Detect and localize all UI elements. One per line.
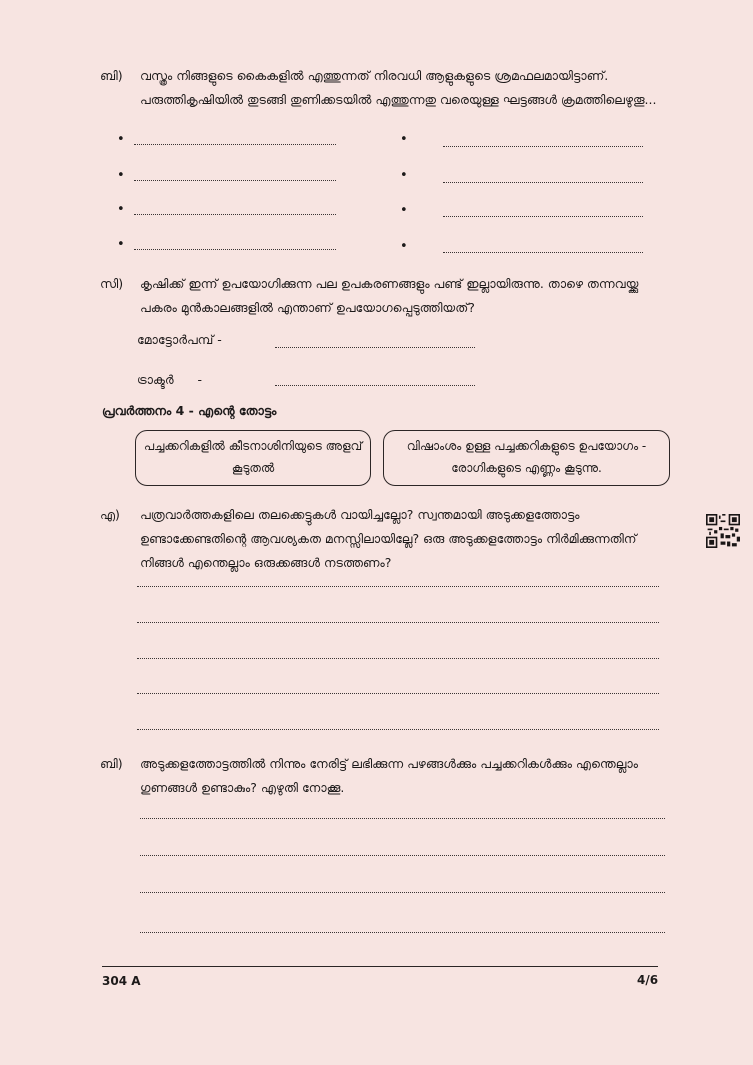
- bullet: •: [400, 239, 408, 254]
- question-a-kitchen-garden: [100, 503, 675, 577]
- bullet: •: [400, 203, 408, 218]
- question-text: പത്രവാർത്തകളിലെ തലക്കെട്ടുകൾ വായിച്ചല്ലോ? സ്വന്തമായി അടുക്കളത്തോട്ടം ഉണ്ടാക്കേണ്ടതിന്റെ ആവശ്യകത മനസ്സിലായില്ലേ? ഒരു അടുക്കളത്തോട്ടം നിർമിക്കുന്നതിന് നിങ്ങൾ എന്തെല്ലാം ഒരുക്കങ്ങൾ നടത്തണം?: [140, 507, 637, 570]
- question-label: സി): [100, 276, 124, 291]
- answer-line[interactable]: [140, 818, 665, 819]
- question-text: കൃഷിക്ക് ഇന്ന് ഉപയോഗിക്കുന്ന പല ഉപകരണങ്ങളും പണ്ട് ഇല്ലായിരുന്നു. താഴെ തന്നവയ്ക്കു പകരം മുൻകാലങ്ങളിൽ എന്താണ് ഉപയോഗപ്പെടുത്തിയത്?: [140, 276, 639, 315]
- bullet: •: [117, 168, 125, 183]
- question-text: വസ്ത്രം നിങ്ങളുടെ കൈകളിൽ എത്തുന്നത് നിരവധി ആളുകളുടെ ശ്രമഫലമായിട്ടാണ്. പരുത്തികൃഷിയിൽ തുടങ്ങി തുണിക്കടയിൽ എത്തുന്നതു വരെയുള്ള ഘട്ടങ്ങൾ ക്രമത്തിലെഴുതൂ...: [140, 68, 657, 107]
- answer-line[interactable]: [443, 146, 643, 147]
- page-number: 4/6: [637, 973, 659, 987]
- bullet: •: [400, 132, 408, 147]
- answer-line[interactable]: [275, 385, 475, 386]
- paper-code: 304 A: [102, 974, 141, 988]
- news-box-pesticide: പച്ചക്കറികളിൽ കീടനാശിനിയുടെ അളവ് കൂടുതൽ: [135, 430, 371, 486]
- answer-line[interactable]: [140, 932, 665, 933]
- fill-label-tractor: ട്രാക്ടർ -: [137, 372, 203, 387]
- question-label: ബി): [100, 756, 123, 771]
- answer-line[interactable]: [443, 252, 643, 253]
- answer-line[interactable]: [443, 216, 643, 217]
- bullet: •: [117, 237, 125, 252]
- question-b-benefits: [100, 752, 680, 802]
- answer-line[interactable]: [137, 622, 659, 623]
- qr-code-icon: [706, 514, 740, 548]
- answer-line[interactable]: [134, 214, 336, 215]
- answer-line[interactable]: [134, 144, 336, 145]
- footer-divider: [102, 966, 658, 967]
- answer-line[interactable]: [275, 347, 475, 348]
- question-text: അടുക്കളത്തോട്ടത്തിൽ നിന്നും നേരിട്ട് ലഭിക്കുന്ന പഴങ്ങൾക്കും പച്ചക്കറികൾക്കും എന്തെല്ലാം ഗുണങ്ങൾ ഉണ്ടാകും? എഴുതി നോക്കൂ.: [140, 756, 638, 795]
- answer-line[interactable]: [140, 855, 665, 856]
- bullet: •: [117, 132, 125, 147]
- answer-line[interactable]: [140, 892, 665, 893]
- answer-line[interactable]: [137, 693, 659, 694]
- question-label: എ): [100, 507, 120, 522]
- answer-line[interactable]: [137, 658, 659, 659]
- question-b-textile: [100, 64, 675, 114]
- answer-line[interactable]: [443, 182, 643, 183]
- question-label: ബി): [100, 68, 123, 83]
- question-c-tools: [100, 272, 675, 322]
- fill-label-motor-pump: മോട്ടോർപമ്പ് -: [137, 332, 222, 347]
- news-box-toxic-vegetables: വിഷാംശം ഉള്ള പച്ചക്കറികളുടെ ഉപയോഗം - രോഗികളുടെ എണ്ണം കൂടുന്നു.: [383, 430, 670, 486]
- bullet: •: [400, 168, 408, 183]
- bullet: •: [117, 202, 125, 217]
- activity-heading: പ്രവർത്തനം 4 - എന്റെ തോട്ടം: [102, 403, 277, 418]
- answer-line[interactable]: [134, 249, 336, 250]
- answer-line[interactable]: [137, 586, 659, 587]
- answer-line[interactable]: [134, 180, 336, 181]
- answer-line[interactable]: [137, 729, 659, 730]
